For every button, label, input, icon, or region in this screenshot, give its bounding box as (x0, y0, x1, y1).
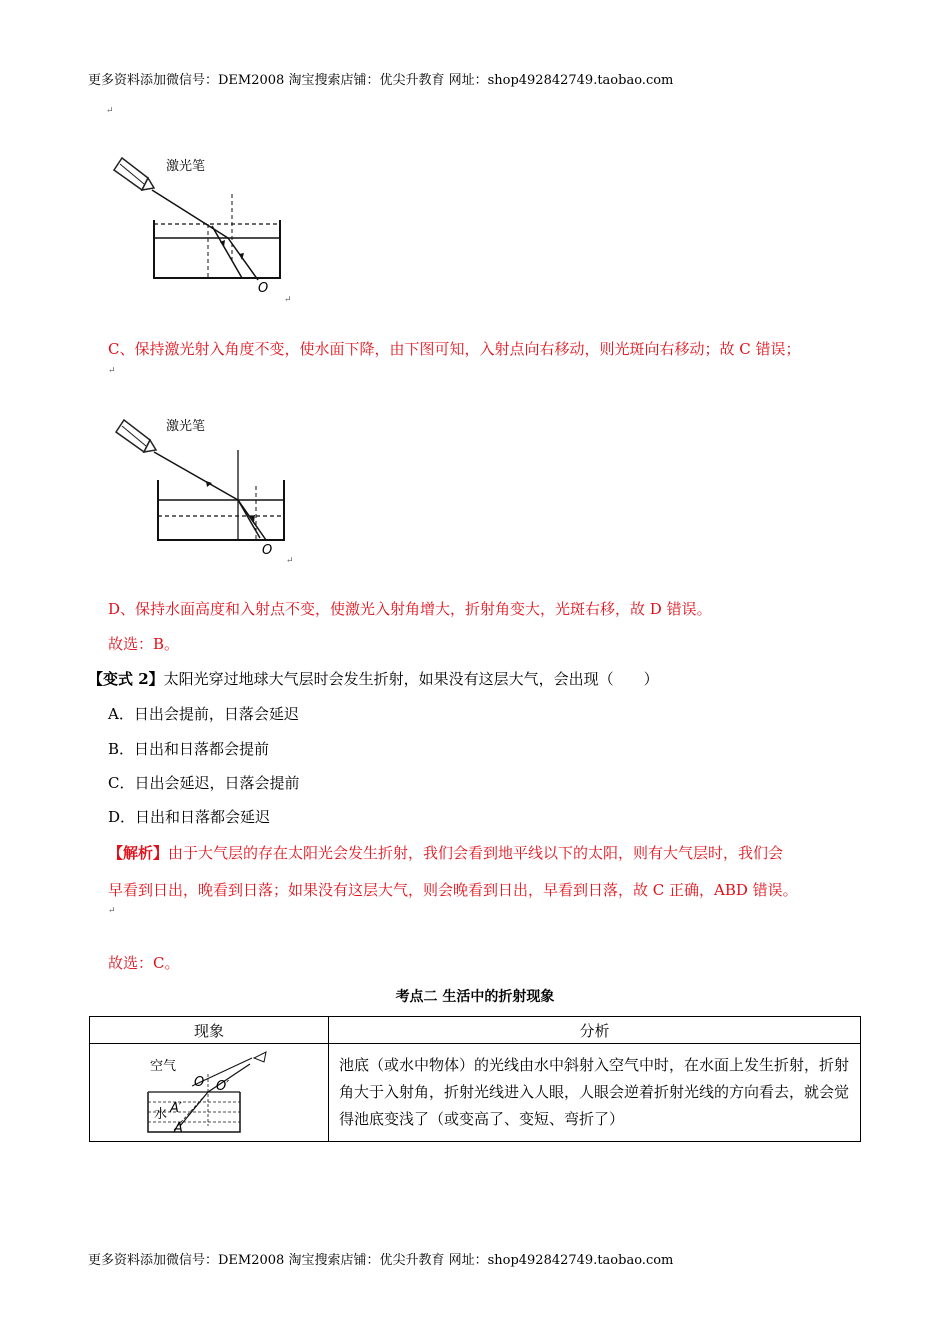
section-title: 考点二 生活中的折射现象 (395, 989, 555, 1005)
point-o-label: O (262, 543, 273, 558)
refracted-ray-2 (238, 500, 260, 538)
incident-ray (154, 452, 238, 500)
laser-pen-icon (116, 420, 156, 452)
option-d: D．日出和日落都会延迟 (108, 808, 271, 826)
point-o-label: O (258, 281, 269, 296)
table-header-analysis: 分析 (329, 1017, 861, 1044)
solution-option-d: D、保持水面高度和入射点不变，使激光入射角增大，折射角变大，光斑右移，故 D 错误。 (108, 600, 712, 618)
laser-pen-icon (114, 158, 154, 190)
pool-refraction-figure (90, 1046, 328, 1136)
table-header-phenomenon: 现象 (90, 1017, 329, 1044)
figure-laser-diagram-2 (108, 410, 298, 560)
laser-pen-label: 激光笔 (166, 159, 206, 174)
eye-icon (254, 1052, 266, 1062)
question-text: 太阳光穿过地球大气层时会发生折射，如果没有这层大气，会出现（ ） (163, 670, 659, 688)
table-cell-figure (90, 1044, 329, 1142)
solution-answer: 故选：B。 (108, 635, 180, 653)
air-label: 空气 (150, 1058, 177, 1074)
incident-ray (152, 190, 228, 238)
option-a: A．日出会提前，日落会延迟 (108, 705, 299, 723)
analysis-tag: 【解析】 (108, 844, 169, 862)
page-header: 更多资料添加微信号：DEM2008 淘宝搜索店铺：优尖升教育 网址：shop492842749.taobao.com (88, 73, 674, 88)
page-footer: 更多资料添加微信号：DEM2008 淘宝搜索店铺：优尖升教育 网址：shop492842749.taobao.com (88, 1253, 674, 1268)
paragraph-mark: ↵ (284, 295, 292, 305)
o-label: O (194, 1074, 205, 1090)
question-stem (88, 668, 659, 689)
solution-option-c: C、保持激光射入角度不变，使水面下降，由下图可知，入射点向右移动，则光斑向右移动；故 C 错误； (108, 340, 801, 358)
analysis-answer: 故选：C。 (108, 954, 180, 972)
table-row (90, 1044, 861, 1142)
table-header-row (90, 1017, 861, 1044)
a-label: A (174, 1120, 183, 1136)
paragraph-mark: ↵ (106, 106, 114, 116)
paragraph-mark: ↵ (108, 906, 116, 916)
paragraph-mark: ↵ (108, 366, 116, 376)
o-prime-label: O′ (216, 1078, 230, 1094)
analysis-text-1: 由于大气层的存在太阳光会发生折射，我们会看到地平线以下的太阳，则有大气层时，我们会 (168, 844, 784, 862)
laser-pen-label: 激光笔 (166, 419, 206, 434)
option-b: B．日出和日落都会提前 (108, 740, 270, 758)
analysis-line-1 (108, 842, 783, 863)
table-cell-analysis: 池底（或水中物体）的光线由水中斜射入空气中时，在水面上发生折射，折射角大于入射角，折射光线进入人眼，人眼会逆着折射光线的方向看去，就会觉得池底变浅了（或变高了、变短、弯折了） (329, 1044, 861, 1142)
water-label: 水 (154, 1106, 168, 1122)
container (154, 220, 280, 278)
analysis-line-2: 早看到日出，晚看到日落；如果没有这层大气，则会晚看到日出，早看到日落，故 C 正确，ABD 错误。 (108, 881, 798, 899)
underwater-ray (180, 1092, 208, 1126)
option-c: C．日出会延迟，日落会提前 (108, 774, 300, 792)
figure-laser-diagram-1 (108, 150, 298, 300)
a-prime-label: A′ (170, 1100, 182, 1116)
container (158, 480, 284, 540)
question-tag: 【变式 2】 (88, 670, 164, 688)
paragraph-mark: ↵ (286, 556, 294, 566)
phenomenon-table (89, 1016, 861, 1142)
